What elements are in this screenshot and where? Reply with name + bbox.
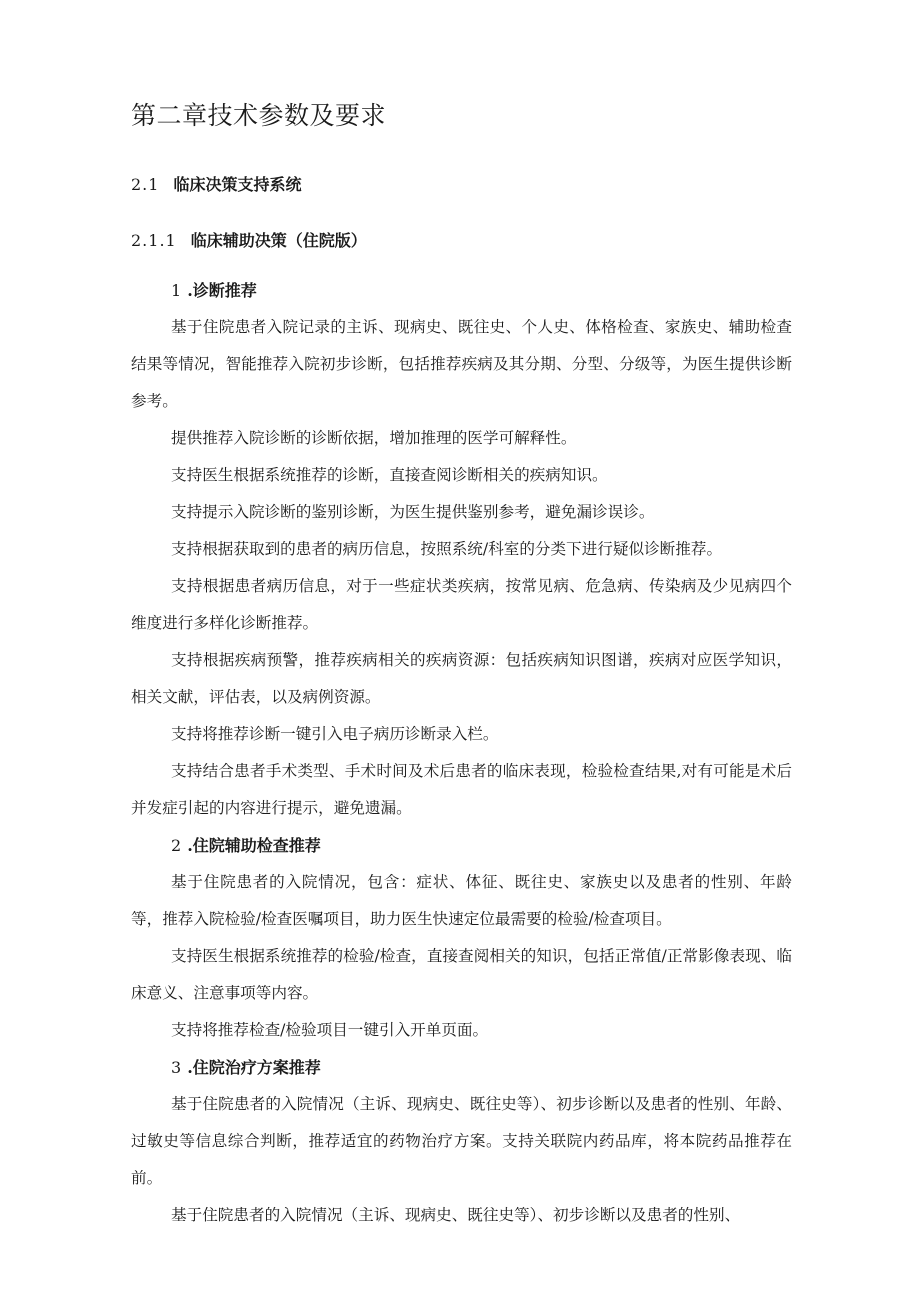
item-heading-treatment [131, 1049, 792, 1086]
item-number: 2 [171, 836, 182, 855]
section-heading [131, 172, 301, 195]
paragraph: 支持结合患者手术类型、手术时间及术后患者的临床表现，检验检查结果,对有可能是术后并发症引起的内容进行提示，避免遗漏。 [131, 762, 792, 817]
section-title: 临床决策支持系统 [173, 175, 302, 194]
paragraph: 支持根据疾病预警，推荐疾病相关的疾病资源：包括疾病知识图谱，疾病对应医学知识，相关文献，评估表，以及病例资源。 [131, 651, 792, 706]
body-text [131, 272, 792, 1234]
item-number: 3 [171, 1058, 182, 1077]
subsection-number: 2.1.1 [131, 231, 177, 250]
paragraph: 支持根据获取到的患者的病历信息，按照系统/科室的分类下进行疑似诊断推荐。 [171, 540, 723, 558]
paragraph: 基于住院患者入院记录的主诉、现病史、既往史、个人史、体格检查、家族史、辅助检查结果等情况，智能推荐入院初步诊断，包括推荐疾病及其分期、分型、分级等，为医生提供诊断参考。 [131, 318, 792, 410]
paragraph: 提供推荐入院诊断的诊断依据，增加推理的医学可解释性。 [171, 429, 577, 447]
paragraph: 支持医生根据系统推荐的检验/检查，直接查阅相关的知识，包括正常值/正常影像表现、临床意义、注意事项等内容。 [131, 947, 792, 1002]
paragraph: 支持提示入院诊断的鉴别诊断，为医生提供鉴别参考，避免漏诊误诊。 [171, 503, 655, 521]
paragraph: 支持根据患者病历信息，对于一些症状类疾病，按常见病、危急病、传染病及少见病四个维度进行多样化诊断推荐。 [131, 577, 792, 632]
item-title: .住院辅助检查推荐 [187, 836, 321, 855]
paragraph: 支持医生根据系统推荐的诊断，直接查阅诊断相关的疾病知识。 [171, 466, 608, 484]
paragraph: 基于住院患者的入院情况（主诉、现病史、既往史等）、初步诊断以及患者的性别、年龄、过敏史等信息综合判断，推荐适宜的药物治疗方案。支持关联院内药品库，将本院药品推荐在前。 [131, 1095, 792, 1187]
subsection-title: 临床辅助决策（住院版） [190, 231, 367, 250]
item-title: .住院治疗方案推荐 [187, 1058, 321, 1077]
paragraph: 基于住院患者的入院情况（主诉、现病史、既往史等）、初步诊断以及患者的性别、 [171, 1206, 741, 1224]
item-title: .诊断推荐 [187, 281, 257, 300]
paragraph: 基于住院患者的入院情况，包含：症状、体征、既往史、家族史以及患者的性别、年龄等，推荐入院检验/检查医嘱项目，助力医生快速定位最需要的检验/检查项目。 [131, 873, 792, 928]
section-number: 2.1 [131, 175, 160, 194]
paragraph: 支持将推荐检查/检验项目一键引入开单页面。 [171, 1021, 489, 1039]
subsection-heading [131, 228, 367, 251]
paragraph: 支持将推荐诊断一键引入电子病历诊断录入栏。 [171, 725, 499, 743]
chapter-title: 第二章技术参数及要求 [131, 101, 387, 130]
item-heading-diagnosis [131, 272, 792, 309]
item-heading-exam [131, 827, 792, 864]
item-number: 1 [171, 281, 182, 300]
